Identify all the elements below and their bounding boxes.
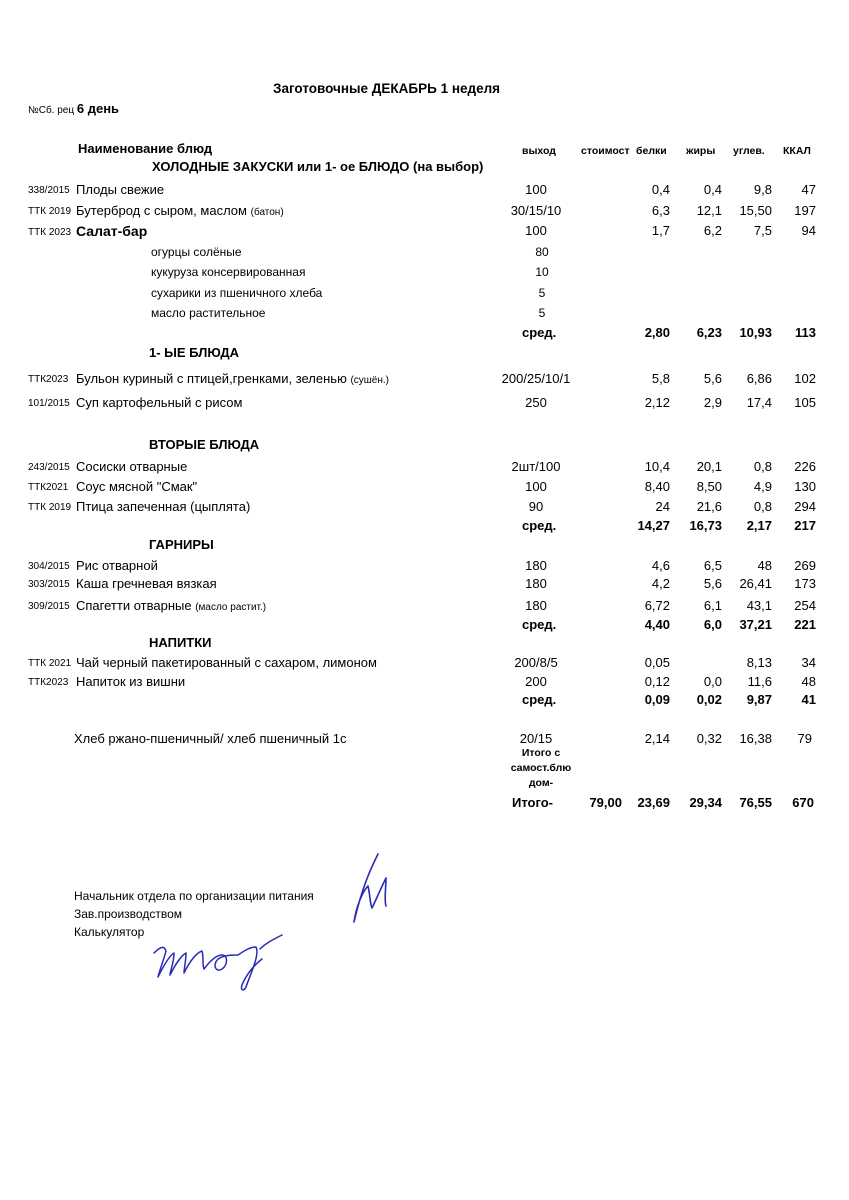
row-kkal: 294 — [794, 499, 816, 514]
average-label: сред. — [522, 692, 557, 707]
average-belki: 14,27 — [637, 518, 670, 533]
totals-uglev: 76,55 — [739, 795, 772, 810]
row-name-note: (масло растит.) — [195, 602, 267, 613]
row-uglev: 26,41 — [739, 576, 772, 591]
row-belki: 0,05 — [644, 655, 670, 670]
totals-cost: 79,00 — [589, 795, 622, 810]
row-name — [76, 598, 266, 613]
row-name-text: Плоды свежие — [76, 182, 165, 197]
totals-note-line1: Итого с — [521, 747, 561, 759]
bread-belki: 2,14 — [644, 731, 670, 746]
row-name-text: Суп картофельный с рисом — [76, 395, 243, 410]
section-second: ВТОРЫЕ БЛЮДА — [149, 437, 260, 452]
row-name-text: Соус мясной "Смак" — [76, 479, 198, 494]
row-belki: 0,4 — [651, 182, 670, 197]
row-name — [76, 459, 187, 474]
average-kkal: 113 — [795, 325, 816, 340]
row-belki: 1,7 — [651, 223, 670, 238]
row-name — [76, 395, 242, 410]
header-zhiry: жиры — [686, 145, 716, 157]
row-name-text: Бульон куриный с птицей,гренками, зеленью — [76, 371, 347, 386]
row-kkal: 197 — [794, 203, 816, 218]
row-belki: 10,4 — [644, 459, 670, 474]
totals-note — [496, 746, 586, 791]
ingredient-name: сухарики из пшеничного хлеба — [151, 286, 323, 300]
row-zhiry: 8,50 — [696, 479, 722, 494]
row-vyhod: 90 — [528, 499, 544, 514]
row-uglev: 0,8 — [753, 499, 772, 514]
row-vyhod: 100 — [525, 479, 547, 494]
row-name-text: Чай черный пакетированный с сахаром, лимоном — [76, 655, 377, 670]
row-name — [76, 558, 158, 573]
row-name-text: Рис отварной — [76, 558, 158, 573]
bread-vyhod: 20/15 — [519, 731, 553, 746]
signature-calculator — [150, 925, 290, 995]
day-label — [28, 101, 119, 116]
row-belki: 4,6 — [651, 558, 670, 573]
totals-belki: 23,69 — [637, 795, 670, 810]
row-name-text: Салат-бар — [76, 223, 148, 239]
average-zhiry: 6,23 — [696, 325, 722, 340]
average-uglev: 9,87 — [746, 692, 772, 707]
row-code: ТТК2021 — [28, 482, 69, 493]
totals-kkal: 670 — [792, 795, 814, 810]
totals-note-line3: дом- — [528, 777, 554, 789]
row-uglev: 7,5 — [753, 223, 772, 238]
header-vyhod: выход — [522, 145, 556, 157]
header-name: Наименование блюд — [78, 141, 213, 156]
row-code: 303/2015 — [28, 579, 70, 590]
row-vyhod: 200/8/5 — [514, 655, 558, 670]
header-kkal: ККАЛ — [783, 145, 811, 157]
row-zhiry: 0,0 — [703, 674, 722, 689]
row-vyhod: 30/15/10 — [510, 203, 562, 218]
bread-uglev: 16,38 — [739, 731, 772, 746]
row-vyhod: 180 — [525, 558, 547, 573]
row-belki: 6,3 — [651, 203, 670, 218]
ingredient-name: огурцы солёные — [151, 245, 242, 259]
row-zhiry: 6,1 — [703, 598, 722, 613]
row-zhiry: 20,1 — [696, 459, 722, 474]
section-drinks: НАПИТКИ — [149, 635, 212, 650]
header-belki: белки — [636, 145, 667, 157]
average-label: сред. — [522, 325, 557, 340]
average-kkal: 41 — [801, 692, 816, 707]
average-kkal: 221 — [794, 617, 816, 632]
row-zhiry: 5,6 — [703, 576, 722, 591]
average-label: сред. — [522, 518, 557, 533]
row-belki: 6,72 — [644, 598, 670, 613]
recipe-prefix: №Сб. рец — [28, 105, 75, 116]
average-uglev: 37,21 — [739, 617, 772, 632]
ingredient-name: кукуруза консервированная — [151, 265, 306, 279]
row-uglev: 6,86 — [746, 371, 772, 386]
average-belki: 2,80 — [644, 325, 670, 340]
row-kkal: 254 — [794, 598, 816, 613]
row-code: ТТК 2019 — [28, 502, 72, 513]
average-zhiry: 6,0 — [703, 617, 722, 632]
row-uglev: 4,9 — [753, 479, 772, 494]
row-name-text: Птица запеченная (цыплята) — [76, 499, 251, 514]
row-zhiry: 6,2 — [703, 223, 722, 238]
header-uglev: углев. — [733, 145, 765, 157]
row-kkal: 226 — [794, 459, 816, 474]
ingredient-vyhod: 80 — [535, 245, 549, 259]
row-zhiry: 21,6 — [696, 499, 722, 514]
row-uglev: 0,8 — [753, 459, 772, 474]
row-kkal: 47 — [801, 182, 816, 197]
row-name-note: (батон) — [250, 207, 284, 218]
row-vyhod: 180 — [525, 576, 547, 591]
ingredient-name: масло растительное — [151, 306, 266, 320]
row-code: 309/2015 — [28, 601, 70, 612]
row-uglev: 43,1 — [746, 598, 772, 613]
row-vyhod: 200/25/10/1 — [501, 371, 571, 386]
row-kkal: 130 — [794, 479, 816, 494]
ingredient-vyhod: 10 — [535, 265, 549, 279]
bread-zhiry: 0,32 — [696, 731, 722, 746]
average-uglev: 2,17 — [746, 518, 772, 533]
section-first: 1- ЫЕ БЛЮДА — [149, 345, 240, 360]
average-zhiry: 0,02 — [696, 692, 722, 707]
ingredient-vyhod: 5 — [538, 286, 546, 300]
row-vyhod: 250 — [525, 395, 547, 410]
row-name-text: Бутерброд с сыром, маслом — [76, 203, 247, 218]
footer-line-calculator: Калькулятор — [74, 925, 145, 939]
row-code: ТТК2023 — [28, 677, 69, 688]
totals-label: Итого- — [512, 795, 553, 810]
row-name — [76, 499, 250, 514]
row-name — [76, 203, 284, 218]
row-uglev: 15,50 — [739, 203, 772, 218]
row-vyhod: 2шт/100 — [511, 459, 561, 474]
row-uglev: 9,8 — [753, 182, 772, 197]
row-belki: 5,8 — [651, 371, 670, 386]
row-vyhod: 200 — [525, 674, 547, 689]
row-belki: 2,12 — [644, 395, 670, 410]
row-belki: 8,40 — [644, 479, 670, 494]
row-zhiry: 12,1 — [696, 203, 722, 218]
row-kkal: 173 — [794, 576, 816, 591]
row-uglev: 11,6 — [747, 674, 772, 689]
row-uglev: 17,4 — [746, 395, 772, 410]
section-garnish: ГАРНИРЫ — [149, 537, 214, 552]
section-cold: ХОЛОДНЫЕ ЗАКУСКИ или 1- ое БЛЮДО (на выбор) — [152, 159, 484, 174]
row-code: ТТК 2021 — [28, 658, 72, 669]
row-name — [76, 674, 185, 689]
average-uglev: 10,93 — [739, 325, 772, 340]
row-kkal: 34 — [801, 655, 816, 670]
average-belki: 0,09 — [644, 692, 670, 707]
row-name — [76, 655, 377, 670]
row-code: 304/2015 — [28, 561, 70, 572]
footer-line-head: Начальник отдела по организации питания — [74, 889, 314, 903]
day-number: 6 день — [76, 101, 120, 116]
average-label: сред. — [522, 617, 557, 632]
row-name-text: Спагетти отварные — [76, 598, 192, 613]
totals-zhiry: 29,34 — [689, 795, 722, 810]
header-cost: стоимост — [581, 145, 630, 157]
row-belki: 4,2 — [651, 576, 670, 591]
row-code: 101/2015 — [28, 398, 70, 409]
row-name — [76, 182, 164, 197]
average-zhiry: 16,73 — [689, 518, 722, 533]
row-name — [76, 479, 197, 494]
row-kkal: 105 — [794, 395, 816, 410]
ingredient-vyhod: 5 — [538, 306, 546, 320]
row-name — [76, 371, 389, 386]
row-zhiry: 0,4 — [703, 182, 722, 197]
row-vyhod: 100 — [525, 182, 547, 197]
average-kkal: 217 — [794, 518, 816, 533]
bread-kkal: 79 — [797, 731, 812, 746]
totals-note-line2: самост.блю — [510, 762, 572, 774]
row-code: ТТК 2019 — [28, 206, 72, 217]
row-uglev: 8,13 — [746, 655, 772, 670]
row-code: 243/2015 — [28, 462, 70, 473]
row-vyhod: 180 — [525, 598, 547, 613]
row-name-text: Каша гречневая вязкая — [76, 576, 217, 591]
row-belki: 24 — [655, 499, 670, 514]
row-kkal: 269 — [794, 558, 816, 573]
row-name-note: (сушён.) — [350, 375, 389, 386]
row-zhiry: 2,9 — [703, 395, 722, 410]
average-belki: 4,40 — [644, 617, 670, 632]
row-name — [76, 576, 217, 591]
row-zhiry: 6,5 — [703, 558, 722, 573]
row-zhiry: 5,6 — [703, 371, 722, 386]
row-belki: 0,12 — [644, 674, 670, 689]
row-uglev: 48 — [757, 558, 772, 573]
row-kkal: 102 — [794, 371, 816, 386]
row-name-text: Напиток из вишни — [76, 674, 186, 689]
signature-head — [340, 848, 400, 928]
footer-line-production: Зав.производством — [74, 907, 182, 921]
row-code: ТТК2023 — [28, 374, 69, 385]
bread-name: Хлеб ржано-пшеничный/ хлеб пшеничный 1с — [74, 731, 347, 746]
row-name — [76, 223, 147, 239]
row-kkal: 48 — [801, 674, 816, 689]
row-code: ТТК 2023 — [28, 227, 72, 238]
row-vyhod: 100 — [525, 223, 547, 238]
row-code: 338/2015 — [28, 185, 70, 196]
page-title: Заготовочные ДЕКАБРЬ 1 неделя — [273, 81, 501, 96]
row-kkal: 94 — [801, 223, 816, 238]
row-name-text: Сосиски отварные — [76, 459, 188, 474]
